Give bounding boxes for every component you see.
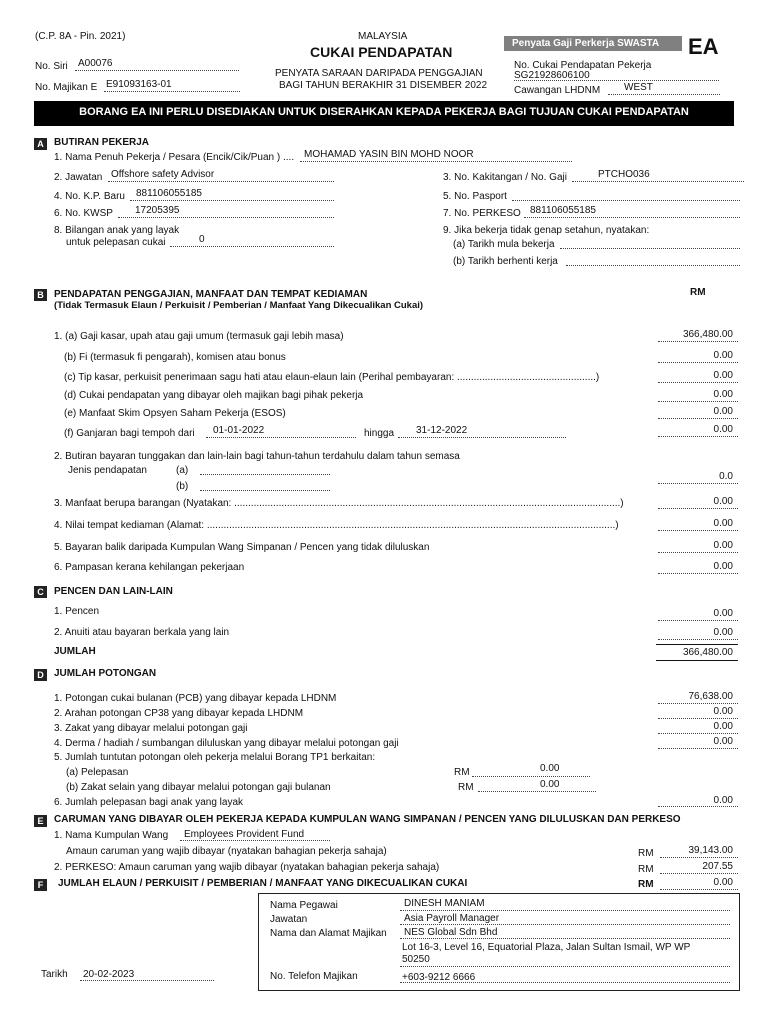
pension-label: 1. Pencen [54,606,100,617]
tp1-b-label: (b) Zakat selain yang dibayar melalui potongan gaji bulanan [66,782,331,793]
arrears-a: (a) [176,465,189,476]
donation-value: 0.00 [713,736,733,747]
tax-no-label: No. Cukai Pendapatan Pekerja [514,60,652,71]
kwsp-value: 17205395 [135,205,180,216]
period-to-label: hingga [364,428,395,439]
children-label-1: 8. Bilangan anak yang layak [54,225,180,236]
section-c-letter: C [34,586,47,598]
b1e-value: 0.00 [713,406,733,417]
ea-badge: EA [688,34,719,59]
residence-label: 4. Nilai tempat kediaman (Alamat: ...................................................................................................................................................) [54,520,619,531]
section-b-subtitle: (Tidak Termasuk Elaun / Perkuisit / Pemberian / Manfaat Yang Dikecualikan Cukai) [54,300,424,311]
date-value: 20-02-2023 [83,969,135,980]
refund-label: 5. Bayaran balik daripada Kumpulan Wang Simpanan / Pencen yang tidak diluluskan [54,542,430,553]
section-d-letter: D [34,669,47,681]
contrib-rm: RM [638,848,654,859]
perkeso-contrib-rm: RM [638,864,654,875]
section-a-letter: A [34,138,47,150]
majikan-label: No. Majikan E [35,82,98,93]
zakat-label: 3. Zakat yang dibayar melalui potongan gaji [54,723,248,734]
form-code: (C.P. 8A - Pin. 2021) [35,31,126,42]
end-date-label: (b) Tarikh berhenti kerja [453,256,558,267]
pcb-label: 1. Potongan cukai bulanan (PCB) yang dibayar kepada LHDNM [54,693,337,704]
staff-value: PTCHO036 [598,169,650,180]
period-to: 31-12-2022 [416,425,468,436]
cp38-label: 2. Arahan potongan CP38 yang dibayar kepada LHDNM [54,708,304,719]
staff-label: 3. No. Kakitangan / No. Gaji [443,172,567,183]
section-e-letter: E [34,815,47,827]
name-value: MOHAMAD YASIN BIN MOHD NOOR [304,149,474,160]
section-b-title: PENDAPATAN PENGGAJIAN, MANFAAT DAN TEMPAT KEDIAMAN [54,289,368,300]
subtitle-2: BAGI TAHUN BERAKHIR 31 DISEMBER 2022 [279,80,488,91]
siri-label: No. Siri [35,61,68,72]
fund-value: Employees Provident Fund [184,829,305,840]
phone-value: +603-9212 6666 [402,972,476,983]
child-relief-label: 6. Jumlah pelepasan bagi anak yang layak [54,797,244,808]
section-b-letter: B [34,289,47,301]
cp38-value: 0.00 [713,706,733,717]
siri-value: A00076 [78,58,113,69]
position-value: Asia Payroll Manager [404,913,500,924]
arrears-label: 2. Butiran bayaran tunggakan dan lain-lain bagi tahun-tahun terdahulu dalam tahun semasa [54,451,460,462]
tp1-b-rm: RM [458,782,474,793]
perkeso-contrib-label: 2. PERKESO: Amaun caruman yang wajib dibayar (nyatakan bahagian pekerja sahaja) [54,862,440,873]
perkeso-no-value: 881106055185 [530,205,596,216]
arrears-value: 0.0 [719,471,733,482]
job-label: 2. Jawatan [54,172,103,183]
b1d-label: (d) Cukai pendapatan yang dibayar oleh majikan bagi pihak pekerja [64,390,364,401]
tp1-a-label: (a) Pelepasan [66,767,129,778]
date-label: Tarikh [41,969,68,980]
officer-label: Nama Pegawai [270,900,338,911]
refund-value: 0.00 [713,540,733,551]
contrib-label: Amaun caruman yang wajib dibayar (nyatakan bahagian pekerja sahaja) [66,846,387,857]
pcb-value: 76,638.00 [688,691,733,702]
goods-value: 0.00 [713,496,733,507]
arrears-type-label: Jenis pendapatan [68,465,147,476]
contrib-value: 39,143.00 [688,845,733,856]
majikan-value: E91093163-01 [106,79,172,90]
position-label: Jawatan [270,914,308,925]
annuity-value: 0.00 [713,627,733,638]
children-label-2: untuk pelepasan cukai [66,237,166,248]
b1c-label: (c) Tip kasar, perkuisit penerimaan sagu hati atau elaun-elaun lain (Perihal pembayaran: ..................................................) [64,372,600,383]
fund-label: 1. Nama Kumpulan Wang [54,830,169,841]
name-label: 1. Nama Penuh Pekerja / Pesara (Encik/Cik/Puan ) .... [54,152,295,163]
b1e-label: (e) Manfaat Skim Opsyen Saham Pekerja (ESOS) [64,408,286,419]
ic-label: 4. No. K.P. Baru [54,191,125,202]
branch-value: WEST [624,82,653,93]
section-d-title: JUMLAH POTONGAN [54,668,157,679]
officer-value: DINESH MANIAM [404,898,485,909]
total-value: 366,480.00 [682,647,733,658]
child-relief-value: 0.00 [713,795,733,806]
b1a-label: 1. (a) Gaji kasar, upah atau gaji umum (termasuk gaji lebih masa) [54,331,344,342]
goods-label: 3. Manfaat berupa barangan (Nyatakan: ...........................................................................................................................................) [54,498,624,509]
start-date-label: (a) Tarikh mula bekerja [453,239,555,250]
annuity-label: 2. Anuiti atau bayaran berkala yang lain [54,627,230,638]
tp1-a-rm: RM [454,767,470,778]
b1b-label: (b) Fi (termasuk fi pengarah), komisen atau bonus [64,352,286,363]
residence-value: 0.00 [713,518,733,529]
perkeso-no-label: 7. No. PERKESO [443,208,521,219]
total-label: JUMLAH [54,646,96,657]
tax-no-value: SG21928606100 [514,70,590,81]
statement-type: Penyata Gaji Perkerja SWASTA [504,36,682,51]
tp1-a-value: 0.00 [540,763,560,774]
tp1-label: 5. Jumlah tuntutan potongan oleh pekerja melalui Borang TP1 berkaitan: [54,752,376,763]
b1c-value: 0.00 [713,370,733,381]
b1f-value: 0.00 [713,424,733,435]
branch-label: Cawangan LHDNM [514,85,601,96]
section-e-title: CARUMAN YANG DIBAYAR OLEH PEKERJA KEPADA KUMPULAN WANG SIMPANAN / PENCEN YANG DILULUSKAN DAN PERKESO [54,814,681,825]
passport-label: 5. No. Pasport [443,191,507,202]
section-f-value: 0.00 [713,877,733,888]
page-title: CUKAI PENDAPATAN [310,44,453,60]
donation-label: 4. Derma / hadiah / sumbangan diluluskan yang dibayar melalui potongan gaji [54,738,399,749]
rm-header: RM [690,287,706,298]
section-f-letter: F [34,879,47,891]
compensation-label: 6. Pampasan kerana kehilangan pekerjaan [54,562,245,573]
country: MALAYSIA [358,31,408,42]
section-a-title: BUTIRAN PEKERJA [54,137,150,148]
pension-value: 0.00 [713,608,733,619]
address-line-1: Lot 16-3, Level 16, Equatorial Plaza, Jalan Sultan Ismail, WP WP [402,942,691,953]
banner: BORANG EA INI PERLU DISEDIAKAN UNTUK DISERAHKAN KEPADA PEKERJA BAGI TUJUAN CUKAI PENDAPATAN [34,101,734,126]
job-value: Offshore safety Advisor [111,169,215,180]
phone-label: No. Telefon Majikan [270,971,358,982]
arrears-b: (b) [176,481,189,492]
kwsp-label: 6. No. KWSP [54,208,113,219]
employer-value: NES Global Sdn Bhd [404,927,498,938]
address-line-2: 50250 [402,954,430,965]
zakat-value: 0.00 [713,721,733,732]
b1a-value: 366,480.00 [682,329,733,340]
perkeso-contrib-value: 207.55 [702,861,733,872]
b1f-label: (f) Ganjaran bagi tempoh dari [64,428,195,439]
period-from: 01-01-2022 [213,425,265,436]
b1b-value: 0.00 [713,350,733,361]
section-f-rm: RM [638,879,654,890]
employer-label: Nama dan Alamat Majikan [270,928,387,939]
children-value: 0 [199,234,205,245]
b1d-value: 0.00 [713,389,733,400]
section-c-title: PENCEN DAN LAIN-LAIN [54,586,173,597]
subtitle-1: PENYATA SARAAN DARIPADA PENGGAJIAN [275,68,483,79]
ic-value: 881106055185 [136,188,202,199]
partial-year-label: 9. Jika bekerja tidak genap setahun, nyatakan: [443,225,650,236]
compensation-value: 0.00 [713,561,733,572]
section-f-title: JUMLAH ELAUN / PERKUISIT / PEMBERIAN / MANFAAT YANG DIKECUALIKAN CUKAI [58,878,468,889]
tp1-b-value: 0.00 [540,779,560,790]
